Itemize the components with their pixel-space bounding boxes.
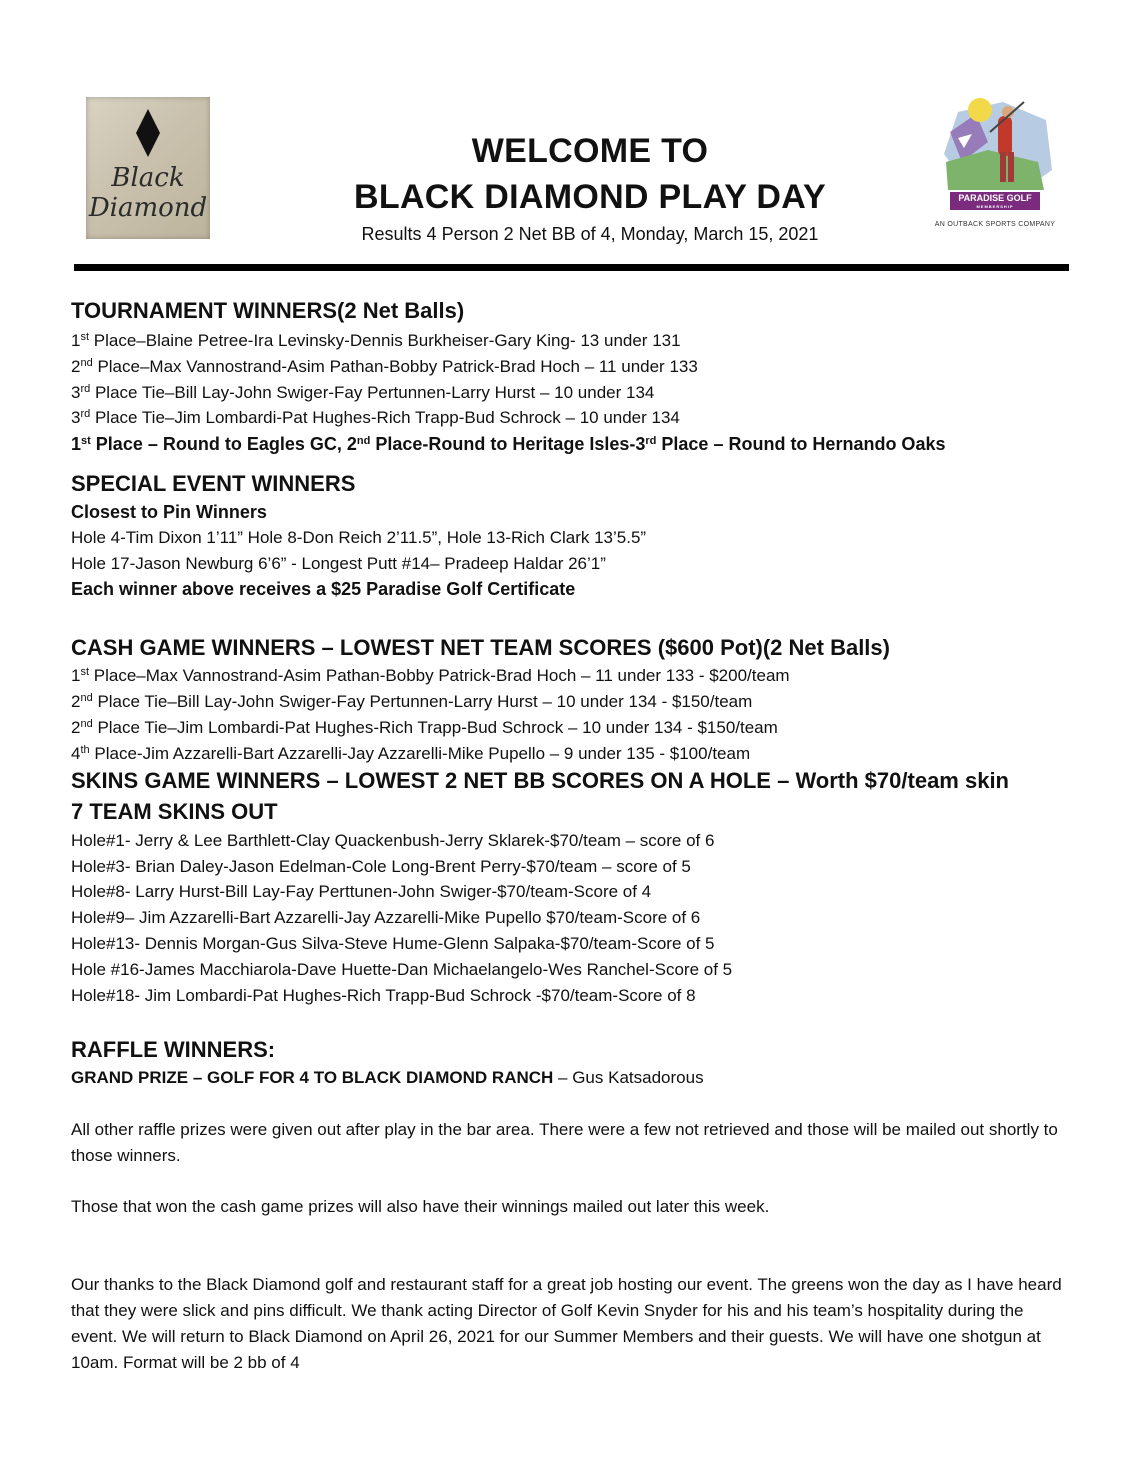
tournament-line-3: 3rd Place Tie–Bill Lay-John Swiger-Fay Pertunnen-Larry Hurst – 10 under 134	[71, 383, 655, 402]
paradise-golf-badge: PARADISE GOLF MEMBERSHIP	[950, 192, 1040, 210]
cash-line-1: 1st Place–Max Vannostrand-Asim Pathan-Bobby Patrick-Brad Hoch – 11 under 133 - $200/team	[71, 666, 790, 685]
skins-line-5: Hole#13- Dennis Morgan-Gus Silva-Steve Hume-Glenn Salpaka-$70/team-Score of 5	[71, 934, 715, 953]
skins-line-1: Hole#1- Jerry & Lee Barthlett-Clay Quackenbush-Jerry Sklarek-$70/team – score of 6	[71, 831, 715, 850]
skins-line-3: Hole#8- Larry Hurst-Bill Lay-Fay Perttunen-John Swiger-$70/team-Score of 4	[71, 882, 652, 901]
skins-line-6: Hole #16-James Macchiarola-Dave Huette-Dan Michaelangelo-Wes Ranchel-Score of 5	[71, 960, 733, 979]
cash-line-4: 4th Place-Jim Azzarelli-Bart Azzarelli-Jay Azzarelli-Mike Pupello – 9 under 135 - $100/team	[71, 744, 751, 763]
page-subtitle: Results 4 Person 2 Net BB of 4, Monday, March 15, 2021	[361, 224, 819, 244]
skins-title-line-2: 7 TEAM SKINS OUT	[71, 799, 278, 824]
special-line-1: Hole 4-Tim Dixon 1’11” Hole 8-Don Reich 2’11.5”, Hole 13-Rich Clark 13’5.5”	[71, 528, 647, 547]
skins-line-4: Hole#9– Jim Azzarelli-Bart Azzarelli-Jay Azzarelli-Mike Pupello $70/team-Score of 6	[71, 908, 701, 927]
raffle-title: RAFFLE WINNERS:	[71, 1037, 276, 1062]
tournament-line-1: 1st Place–Blaine Petree-Ira Levinsky-Dennis Burkheiser-Gary King- 13 under 131	[71, 331, 681, 350]
cash-line-2: 2nd Place Tie–Bill Lay-John Swiger-Fay Pertunnen-Larry Hurst – 10 under 134 - $150/team	[71, 692, 753, 711]
raffle-paragraph-2: Those that won the cash game prizes will also have their winnings mailed out later this week.	[71, 1197, 770, 1216]
title-line-2: BLACK DIAMOND PLAY DAY	[354, 178, 826, 216]
page-title	[300, 128, 880, 220]
company-tagline: AN OUTBACK SPORTS COMPANY	[934, 221, 1056, 228]
black-diamond-logo	[86, 97, 210, 239]
logo-text: Black Diamond	[88, 163, 208, 223]
diamond-icon	[136, 109, 160, 157]
raffle-paragraph-1: All other raffle prizes were given out after play in the bar area. There were a few not retrieved and those will be mailed out shortly to those winners.	[71, 1120, 1058, 1165]
grand-prize-line: GRAND PRIZE – GOLF FOR 4 TO BLACK DIAMOND RANCH – Gus Katsadorous	[71, 1068, 704, 1087]
header-divider	[74, 264, 1069, 271]
tournament-line-4: 3rd Place Tie–Jim Lombardi-Pat Hughes-Rich Trapp-Bud Schrock – 10 under 134	[71, 408, 680, 427]
special-event-title: SPECIAL EVENT WINNERS	[71, 471, 356, 496]
tournament-line-2: 2nd Place–Max Vannostrand-Asim Pathan-Bobby Patrick-Brad Hoch – 11 under 133	[71, 357, 698, 376]
tournament-winners-title: TOURNAMENT WINNERS(2 Net Balls)	[71, 298, 465, 323]
closest-to-pin-title: Closest to Pin Winners	[71, 502, 267, 522]
closing-paragraph: Our thanks to the Black Diamond golf and restaurant staff for a great job hosting our event. The greens won the day as I have heard that they were slick and pins difficult. We thank acting Director of Golf Kevin Snyder for his and his team’s hospitality during the event. We will return to Black Diamond on April 26, 2021 for our Summer Members and their guests. We will have one shotgun at 10am. Format will be 2 bb of 4	[71, 1275, 1062, 1372]
tournament-prizes: 1st Place – Round to Eagles GC, 2nd Place-Round to Heritage Isles-3rd Place – Round to Hernando Oaks	[71, 434, 946, 454]
skins-line-7: Hole#18- Jim Lombardi-Pat Hughes-Rich Trapp-Bud Schrock -$70/team-Score of 8	[71, 986, 696, 1005]
special-note: Each winner above receives a $25 Paradise Golf Certificate	[71, 579, 576, 599]
skins-line-2: Hole#3- Brian Daley-Jason Edelman-Cole Long-Brent Perry-$70/team – score of 5	[71, 857, 691, 876]
title-line-1: WELCOME TO	[471, 132, 709, 170]
special-line-2: Hole 17-Jason Newburg 6’6” - Longest Putt #14– Pradeep Haldar 26’1”	[71, 554, 606, 573]
cash-line-3: 2nd Place Tie–Jim Lombardi-Pat Hughes-Rich Trapp-Bud Schrock – 10 under 134 - $150/team	[71, 718, 778, 737]
golfer-icon	[928, 92, 1062, 192]
paradise-golf-logo	[928, 92, 1062, 242]
cash-game-title: CASH GAME WINNERS – LOWEST NET TEAM SCORES ($600 Pot)(2 Net Balls)	[71, 635, 890, 660]
skins-title-line-1: SKINS GAME WINNERS – LOWEST 2 NET BB SCORES ON A HOLE – Worth $70/team skin	[71, 768, 1009, 793]
